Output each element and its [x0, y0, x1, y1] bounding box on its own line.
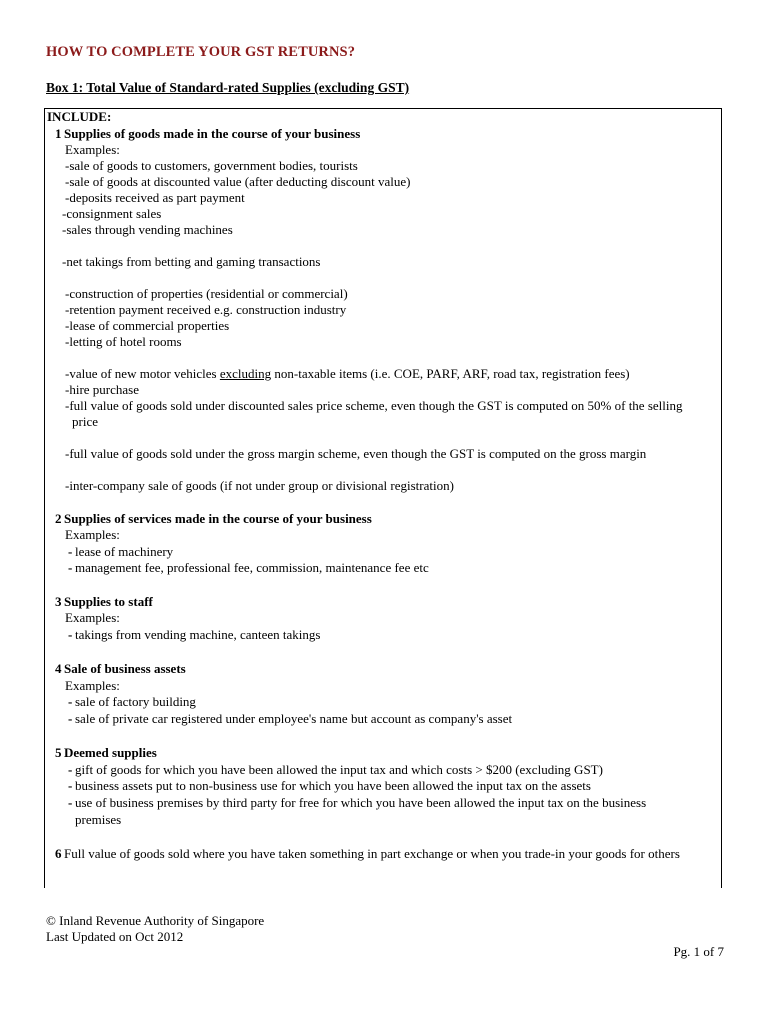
- list-item: -full value of goods sold under discounted sales price scheme, even though the GST is computed on 50% of the selling: [65, 398, 683, 413]
- list-item: -retention payment received e.g. construction industry: [65, 302, 347, 317]
- section-number: 1: [55, 126, 62, 141]
- list-item: -consignment sales: [62, 206, 162, 221]
- section-title: Deemed supplies: [64, 745, 157, 760]
- list-item: -construction of properties (residential or commercial): [65, 286, 348, 301]
- section-number: 6: [55, 846, 62, 861]
- section-number: 2: [55, 511, 62, 526]
- section-title: Supplies of goods made in the course of your business: [64, 126, 361, 141]
- list-item: management fee, professional fee, commission, maintenance fee etc: [75, 560, 429, 575]
- bullet-dash: -: [68, 711, 73, 726]
- footer-copyright: © Inland Revenue Authority of Singapore: [46, 913, 265, 928]
- bullet-dash: -: [68, 762, 73, 777]
- list-item: -sale of goods at discounted value (after deducting discount value): [65, 174, 411, 189]
- include-label: INCLUDE:: [47, 109, 112, 124]
- bullet-dash: -: [68, 778, 73, 793]
- section-number: 3: [55, 594, 62, 609]
- list-item: gift of goods for which you have been allowed the input tax and which costs > $200 (excluding GST): [75, 762, 603, 777]
- list-item: takings from vending machine, canteen takings: [75, 627, 321, 642]
- box1-heading: Box 1: Total Value of Standard-rated Supplies (excluding GST): [46, 80, 410, 95]
- list-item: -net takings from betting and gaming transactions: [62, 254, 321, 269]
- list-item: [65, 366, 630, 382]
- vehicles-text-underlined: excluding: [219, 366, 272, 381]
- page-number: Pg. 1 of 7: [673, 944, 724, 959]
- section-title: Sale of business assets: [64, 661, 186, 676]
- list-item: -deposits received as part payment: [65, 190, 245, 205]
- vehicles-text-pre: -value of new motor vehicles: [65, 366, 220, 381]
- bullet-dash: -: [68, 795, 73, 810]
- page-title: HOW TO COMPLETE YOUR GST RETURNS?: [46, 44, 356, 60]
- section-title: Supplies to staff: [64, 594, 153, 609]
- list-item: -hire purchase: [65, 382, 139, 397]
- bullet-dash: -: [68, 627, 73, 642]
- vehicles-text-post: non-taxable items (i.e. COE, PARF, ARF, road tax, registration fees): [271, 366, 630, 381]
- examples-label: Examples:: [65, 527, 120, 542]
- include-box: [44, 108, 722, 888]
- list-item-continuation: premises: [75, 812, 122, 827]
- list-item: -lease of commercial properties: [65, 318, 230, 333]
- footer-updated: Last Updated on Oct 2012: [46, 929, 184, 944]
- section-number: 5: [55, 745, 62, 760]
- list-item: -sales through vending machines: [62, 222, 233, 237]
- list-item: use of business premises by third party for free for which you have been allowed the input tax on the business: [75, 795, 647, 810]
- section-number: 4: [55, 661, 62, 676]
- bullet-dash: -: [68, 694, 73, 709]
- bullet-dash: -: [68, 544, 73, 559]
- section-text: Full value of goods sold where you have taken something in part exchange or when you trade-in your goods for others: [64, 846, 680, 861]
- examples-label: Examples:: [65, 610, 120, 625]
- list-item: -letting of hotel rooms: [65, 334, 182, 349]
- examples-label: Examples:: [65, 678, 120, 693]
- list-item: sale of private car registered under employee's name but account as company's asset: [75, 711, 513, 726]
- list-item: business assets put to non-business use for which you have been allowed the input tax on the assets: [75, 778, 591, 793]
- bullet-dash: -: [68, 560, 73, 575]
- section-title: Supplies of services made in the course of your business: [64, 511, 372, 526]
- list-item-continuation: price: [72, 414, 98, 429]
- examples-label: Examples:: [65, 142, 120, 157]
- list-item: -full value of goods sold under the gross margin scheme, even though the GST is computed on the gross margin: [65, 446, 647, 461]
- list-item: -inter-company sale of goods (if not under group or divisional registration): [65, 478, 454, 493]
- list-item: lease of machinery: [75, 544, 174, 559]
- list-item: sale of factory building: [75, 694, 196, 709]
- list-item: -sale of goods to customers, government bodies, tourists: [65, 158, 358, 173]
